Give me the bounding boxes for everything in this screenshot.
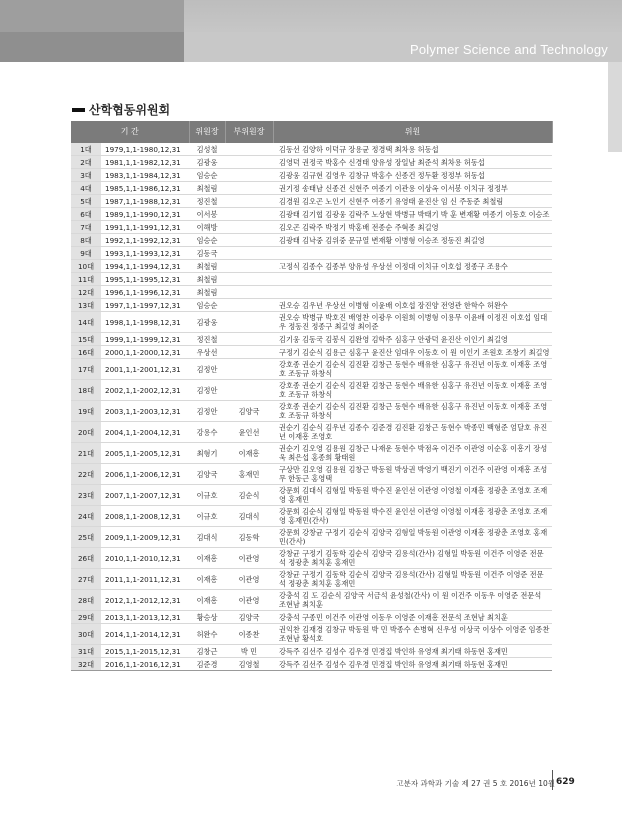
table-row [71, 485, 552, 506]
members-cell: 권기정 송태남 신종건 신현주 여종기 이관용 이상옥 이서봉 이치규 정정부 [273, 182, 552, 195]
table-header-row [71, 121, 552, 143]
members-cell: 강문희 강창균 구정기 김순식 김양국 김형일 박동원 이관영 이재흥 정광춘 조영호 홍재민(간사) [273, 527, 552, 548]
generation-cell: 29대 [71, 611, 101, 624]
table-row [71, 422, 552, 443]
generation-cell: 21대 [71, 443, 101, 464]
generation-cell: 20대 [71, 422, 101, 443]
period-cell: 2014,1,1-2014,12,31 [101, 624, 189, 645]
table-row [71, 143, 552, 156]
vice-chair-cell [225, 208, 273, 221]
table-row [71, 247, 552, 260]
period-cell: 1997,1,1-1997,12,31 [101, 299, 189, 312]
table-row [71, 299, 552, 312]
table-row [71, 645, 552, 658]
members-cell: 권오승 박병규 박호진 배영찬 이광우 이원희 이병형 이용무 이윤배 이정진 이호섭 임대우 정동진 정종구 최길영 최이준 [273, 312, 552, 333]
chair-cell: 이서봉 [189, 208, 225, 221]
period-cell: 1991,1,1-1991,12,31 [101, 221, 189, 234]
generation-cell: 14대 [71, 312, 101, 333]
vice-chair-cell [225, 221, 273, 234]
members-cell: 고정식 김종수 김종부 양유성 우상선 이정대 이치규 이호섭 정종구 조용수 [273, 260, 552, 273]
vice-chair-cell: 이관영 [225, 590, 273, 611]
period-cell: 1998,1,1-1998,12,31 [101, 312, 189, 333]
chair-cell: 황승상 [189, 611, 225, 624]
chair-cell: 강용수 [189, 422, 225, 443]
footer-citation: 고분자 과학과 기술 제 27 권 5 호 2016년 10월 [396, 779, 555, 788]
vice-chair-cell: 김동학 [225, 527, 273, 548]
generation-cell: 10대 [71, 260, 101, 273]
chair-cell: 김성철 [189, 143, 225, 156]
members-cell: 강문희 김대식 김형일 박동원 박수진 윤인선 이관영 이영철 이재흥 정광춘 조영호 조재영 홍재민 [273, 485, 552, 506]
column-header-vice-chair: 부위원장 [225, 121, 273, 143]
vice-chair-cell: 윤인선 [225, 422, 273, 443]
vice-chair-cell: 김대식 [225, 506, 273, 527]
generation-cell: 1대 [71, 143, 101, 156]
chair-cell: 최철림 [189, 260, 225, 273]
chair-cell: 김광웅 [189, 156, 225, 169]
members-cell: 권오승 김우년 우상선 이병형 이윤배 이호섭 장진양 전영관 한학수 허완수 [273, 299, 552, 312]
vice-chair-cell: 김양국 [225, 611, 273, 624]
generation-cell: 8대 [71, 234, 101, 247]
table-row [71, 548, 552, 569]
generation-cell: 7대 [71, 221, 101, 234]
period-cell: 1995,1,1-1995,12,31 [101, 273, 189, 286]
journal-title: Polymer Science and Technology [410, 42, 608, 57]
table-row [71, 380, 552, 401]
generation-cell: 23대 [71, 485, 101, 506]
vice-chair-cell: 이재흥 [225, 443, 273, 464]
members-cell: 구정기 김순식 김용근 심홍구 윤진산 임대우 이동호 이 원 이인기 조원호 조창기 최길영 [273, 346, 552, 359]
members-cell: 강호종 권순기 김순식 김진환 김창근 동현수 배유한 심홍구 유진년 이동호 이재흥 조영호 조동규 하창식 [273, 401, 552, 422]
column-header-members: 위원 [273, 121, 552, 143]
generation-cell: 11대 [71, 273, 101, 286]
generation-cell: 6대 [71, 208, 101, 221]
chair-cell: 김양국 [189, 464, 225, 485]
chair-cell: 최철림 [189, 286, 225, 299]
right-edge-strip [608, 62, 622, 152]
members-cell: 강문희 김순식 김형일 박동원 박수진 윤인선 이관영 이영철 이재흥 정광춘 조영호 조재영 홍재민(간사) [273, 506, 552, 527]
members-cell: 김기웅 김동국 김봉식 김완영 김학주 심홍구 안광덕 윤진산 이인기 최길영 [273, 333, 552, 346]
table-row [71, 527, 552, 548]
generation-cell: 24대 [71, 506, 101, 527]
generation-cell: 27대 [71, 569, 101, 590]
members-cell: 김영덕 권정국 박홍수 신경태 양유성 장일남 최준석 최차용 허동섭 [273, 156, 552, 169]
vice-chair-cell [225, 247, 273, 260]
table-row [71, 611, 552, 624]
period-cell: 2010,1,1-2010,12,31 [101, 548, 189, 569]
members-cell [273, 273, 552, 286]
table-row [71, 208, 552, 221]
chair-cell: 최철림 [189, 182, 225, 195]
generation-cell: 13대 [71, 299, 101, 312]
members-cell: 강득주 김선주 김성수 김우경 민경집 박인하 유영재 최기태 하동현 홍재민 [273, 645, 552, 658]
table-row [71, 359, 552, 380]
section-title: 산학협동위원회 [89, 103, 171, 117]
period-cell: 2008,1,1-2008,12,31 [101, 506, 189, 527]
table-row [71, 234, 552, 247]
generation-cell: 2대 [71, 156, 101, 169]
generation-cell: 15대 [71, 333, 101, 346]
table-row [71, 286, 552, 299]
vice-chair-cell [225, 234, 273, 247]
period-cell: 2004,1,1-2004,12,31 [101, 422, 189, 443]
members-cell: 강호종 권순기 김순식 김진환 김창근 동현수 배유한 심홍구 유진년 이동호 이재흥 조영호 조동규 하창식 [273, 359, 552, 380]
chair-cell: 김정안 [189, 401, 225, 422]
generation-cell: 18대 [71, 380, 101, 401]
period-cell: 1996,1,1-1996,12,31 [101, 286, 189, 299]
chair-cell: 김정안 [189, 359, 225, 380]
period-cell: 2005,1,1-2005,12,31 [101, 443, 189, 464]
chair-cell: 김대식 [189, 527, 225, 548]
vice-chair-cell: 이관영 [225, 548, 273, 569]
generation-cell: 22대 [71, 464, 101, 485]
chair-cell: 이재흥 [189, 548, 225, 569]
chair-cell: 우상선 [189, 346, 225, 359]
chair-cell: 최형기 [189, 443, 225, 464]
vice-chair-cell [225, 169, 273, 182]
vice-chair-cell [225, 143, 273, 156]
generation-cell: 32대 [71, 658, 101, 671]
vice-chair-cell [225, 312, 273, 333]
chair-cell: 최철림 [189, 273, 225, 286]
generation-cell: 16대 [71, 346, 101, 359]
table-row [71, 658, 552, 671]
chair-cell: 김동국 [189, 247, 225, 260]
chair-cell: 이재흥 [189, 590, 225, 611]
generation-cell: 19대 [71, 401, 101, 422]
vice-chair-cell [225, 380, 273, 401]
column-header-period: 기 간 [71, 121, 189, 143]
members-cell: 김동선 김양하 이덕규 장용균 정경택 최차용 허동섭 [273, 143, 552, 156]
vice-chair-cell [225, 299, 273, 312]
members-cell: 강창균 구정기 김동학 김순식 김양국 김용석(간사) 김형일 박동원 이건주 이영준 전문석 정광춘 최치훈 홍재민 [273, 548, 552, 569]
vice-chair-cell [225, 182, 273, 195]
period-cell: 2000,1,1-2000,12,31 [101, 346, 189, 359]
generation-cell: 12대 [71, 286, 101, 299]
table-row [71, 156, 552, 169]
section-heading [72, 101, 170, 118]
members-cell: 권순기 김오영 김용원 김창근 나재운 동현수 박점옥 이건주 이관영 이순홍 이흥기 장성욱 최은섭 홍종희 황태원 [273, 443, 552, 464]
vice-chair-cell: 이종찬 [225, 624, 273, 645]
period-cell: 1993,1,1-1993,12,31 [101, 247, 189, 260]
table-row [71, 169, 552, 182]
generation-cell: 9대 [71, 247, 101, 260]
vice-chair-cell [225, 359, 273, 380]
period-cell: 1979,1,1-1980,12,31 [101, 143, 189, 156]
period-cell: 1985,1,1-1986,12,31 [101, 182, 189, 195]
vice-chair-cell: 박 민 [225, 645, 273, 658]
chair-cell: 김준경 [189, 658, 225, 671]
table-row [71, 333, 552, 346]
period-cell: 1989,1,1-1990,12,31 [101, 208, 189, 221]
chair-cell: 이규호 [189, 485, 225, 506]
members-cell: 강득주 김선주 김성수 김우경 민경집 박인하 유영재 최기태 하동현 홍재민 [273, 658, 552, 671]
chair-cell: 이해방 [189, 221, 225, 234]
table-row [71, 312, 552, 333]
period-cell: 1983,1,1-1984,12,31 [101, 169, 189, 182]
chair-cell: 김광웅 [189, 312, 225, 333]
vice-chair-cell: 이관영 [225, 569, 273, 590]
table-row [71, 346, 552, 359]
period-cell: 2006,1,1-2006,12,31 [101, 464, 189, 485]
members-cell: 김광태 김낙중 김위중 문규열 변재황 이병형 이승조 정동진 최길영 [273, 234, 552, 247]
vice-chair-cell: 김영철 [225, 658, 273, 671]
period-cell: 2015,1,1-2015,12,31 [101, 645, 189, 658]
members-cell: 강호종 권순기 김순식 김진환 김창근 동현수 배유한 심홍구 유진년 이동호 이재흥 조영호 조동규 하창식 [273, 380, 552, 401]
period-cell: 2003,1,1-2003,12,31 [101, 401, 189, 422]
table-row [71, 260, 552, 273]
vice-chair-cell [225, 333, 273, 346]
table-row [71, 401, 552, 422]
chair-cell: 허완수 [189, 624, 225, 645]
period-cell: 2016,1,1-2016,12,31 [101, 658, 189, 671]
table-row [71, 443, 552, 464]
period-cell: 2002,1,1-2002,12,31 [101, 380, 189, 401]
generation-cell: 26대 [71, 548, 101, 569]
period-cell: 2001,1,1-2001,12,31 [101, 359, 189, 380]
members-cell [273, 247, 552, 260]
generation-cell: 30대 [71, 624, 101, 645]
members-cell: 강충석 김 도 김순식 김양국 서금석 윤성철(간사) 이 원 이건주 이동우 이영준 전문석 조현남 최치훈 [273, 590, 552, 611]
vice-chair-cell: 김순식 [225, 485, 273, 506]
column-header-chair: 위원장 [189, 121, 225, 143]
generation-cell: 5대 [71, 195, 101, 208]
page-number: 629 [556, 777, 575, 787]
members-cell: 권익찬 김재경 김창규 박동원 박 민 박종수 손병혁 신우성 이상국 이상수 이영준 임종찬 조현남 황석호 [273, 624, 552, 645]
chair-cell: 임승순 [189, 234, 225, 247]
table-row [71, 195, 552, 208]
generation-cell: 4대 [71, 182, 101, 195]
members-cell [273, 286, 552, 299]
members-cell: 구상만 김오영 김용원 김창근 박동원 박상권 박영기 백진기 이건주 이관영 이재흥 조성무 한동근 홍영택 [273, 464, 552, 485]
table-row [71, 182, 552, 195]
generation-cell: 31대 [71, 645, 101, 658]
chair-cell: 임승순 [189, 169, 225, 182]
generation-cell: 17대 [71, 359, 101, 380]
chair-cell: 정진철 [189, 333, 225, 346]
members-cell: 김광태 김기협 김광웅 김락주 노상현 박병규 박태기 박 훈 변재황 여종기 이동호 이승조 [273, 208, 552, 221]
table-row [71, 624, 552, 645]
period-cell: 2013,1,1-2013,12,31 [101, 611, 189, 624]
period-cell: 1992,1,1-1992,12,31 [101, 234, 189, 247]
vice-chair-cell: 홍재민 [225, 464, 273, 485]
generation-cell: 25대 [71, 527, 101, 548]
chair-cell: 이규호 [189, 506, 225, 527]
members-cell: 강창균 구정기 김동학 김순식 김양국 김용석(간사) 김형일 박동원 이건주 이영준 전문석 정광춘 최치훈 홍재민 [273, 569, 552, 590]
generation-cell: 28대 [71, 590, 101, 611]
period-cell: 1987,1,1-1988,12,31 [101, 195, 189, 208]
vice-chair-cell [225, 156, 273, 169]
period-cell: 1994,1,1-1994,12,31 [101, 260, 189, 273]
period-cell: 1981,1,1-1982,12,31 [101, 156, 189, 169]
chair-cell: 임승순 [189, 299, 225, 312]
vice-chair-cell [225, 195, 273, 208]
members-cell: 김오곤 김락주 박정기 박홍배 전종순 주혁종 최길영 [273, 221, 552, 234]
members-cell: 강충석 구종민 이건주 이관영 이동우 이영준 이재흥 전문석 조현남 최치훈 [273, 611, 552, 624]
chair-cell: 이재흥 [189, 569, 225, 590]
generation-cell: 3대 [71, 169, 101, 182]
chair-cell: 김정안 [189, 380, 225, 401]
period-cell: 2009,1,1-2009,12,31 [101, 527, 189, 548]
header-left-lower-tab [0, 32, 184, 62]
period-cell: 1999,1,1-1999,12,31 [101, 333, 189, 346]
section-bullet-bar [72, 108, 85, 112]
period-cell: 2012,1,1-2012,12,31 [101, 590, 189, 611]
chair-cell: 정진철 [189, 195, 225, 208]
members-cell: 권순기 김순식 김우년 김종수 김준경 김진환 김창근 동현수 박종민 백형준 엄달호 유진년 이재흥 조영호 [273, 422, 552, 443]
chair-cell: 김창근 [189, 645, 225, 658]
vice-chair-cell [225, 286, 273, 299]
period-cell: 2011,1,1-2011,12,31 [101, 569, 189, 590]
table-row [71, 590, 552, 611]
vice-chair-cell [225, 273, 273, 286]
vice-chair-cell: 김양국 [225, 401, 273, 422]
committee-table [71, 121, 553, 671]
table-row [71, 221, 552, 234]
vice-chair-cell [225, 346, 273, 359]
table-row [71, 464, 552, 485]
members-cell: 김광웅 김규현 김영우 김창규 박홍수 신종건 정두환 정정부 허동섭 [273, 169, 552, 182]
table-row [71, 273, 552, 286]
members-cell: 김경원 김오곤 노인기 신현주 여종기 유영태 윤진산 임 신 주동준 최철림 [273, 195, 552, 208]
table-row [71, 506, 552, 527]
period-cell: 2007,1,1-2007,12,31 [101, 485, 189, 506]
vice-chair-cell [225, 260, 273, 273]
page-header-band [0, 0, 622, 62]
table-row [71, 569, 552, 590]
